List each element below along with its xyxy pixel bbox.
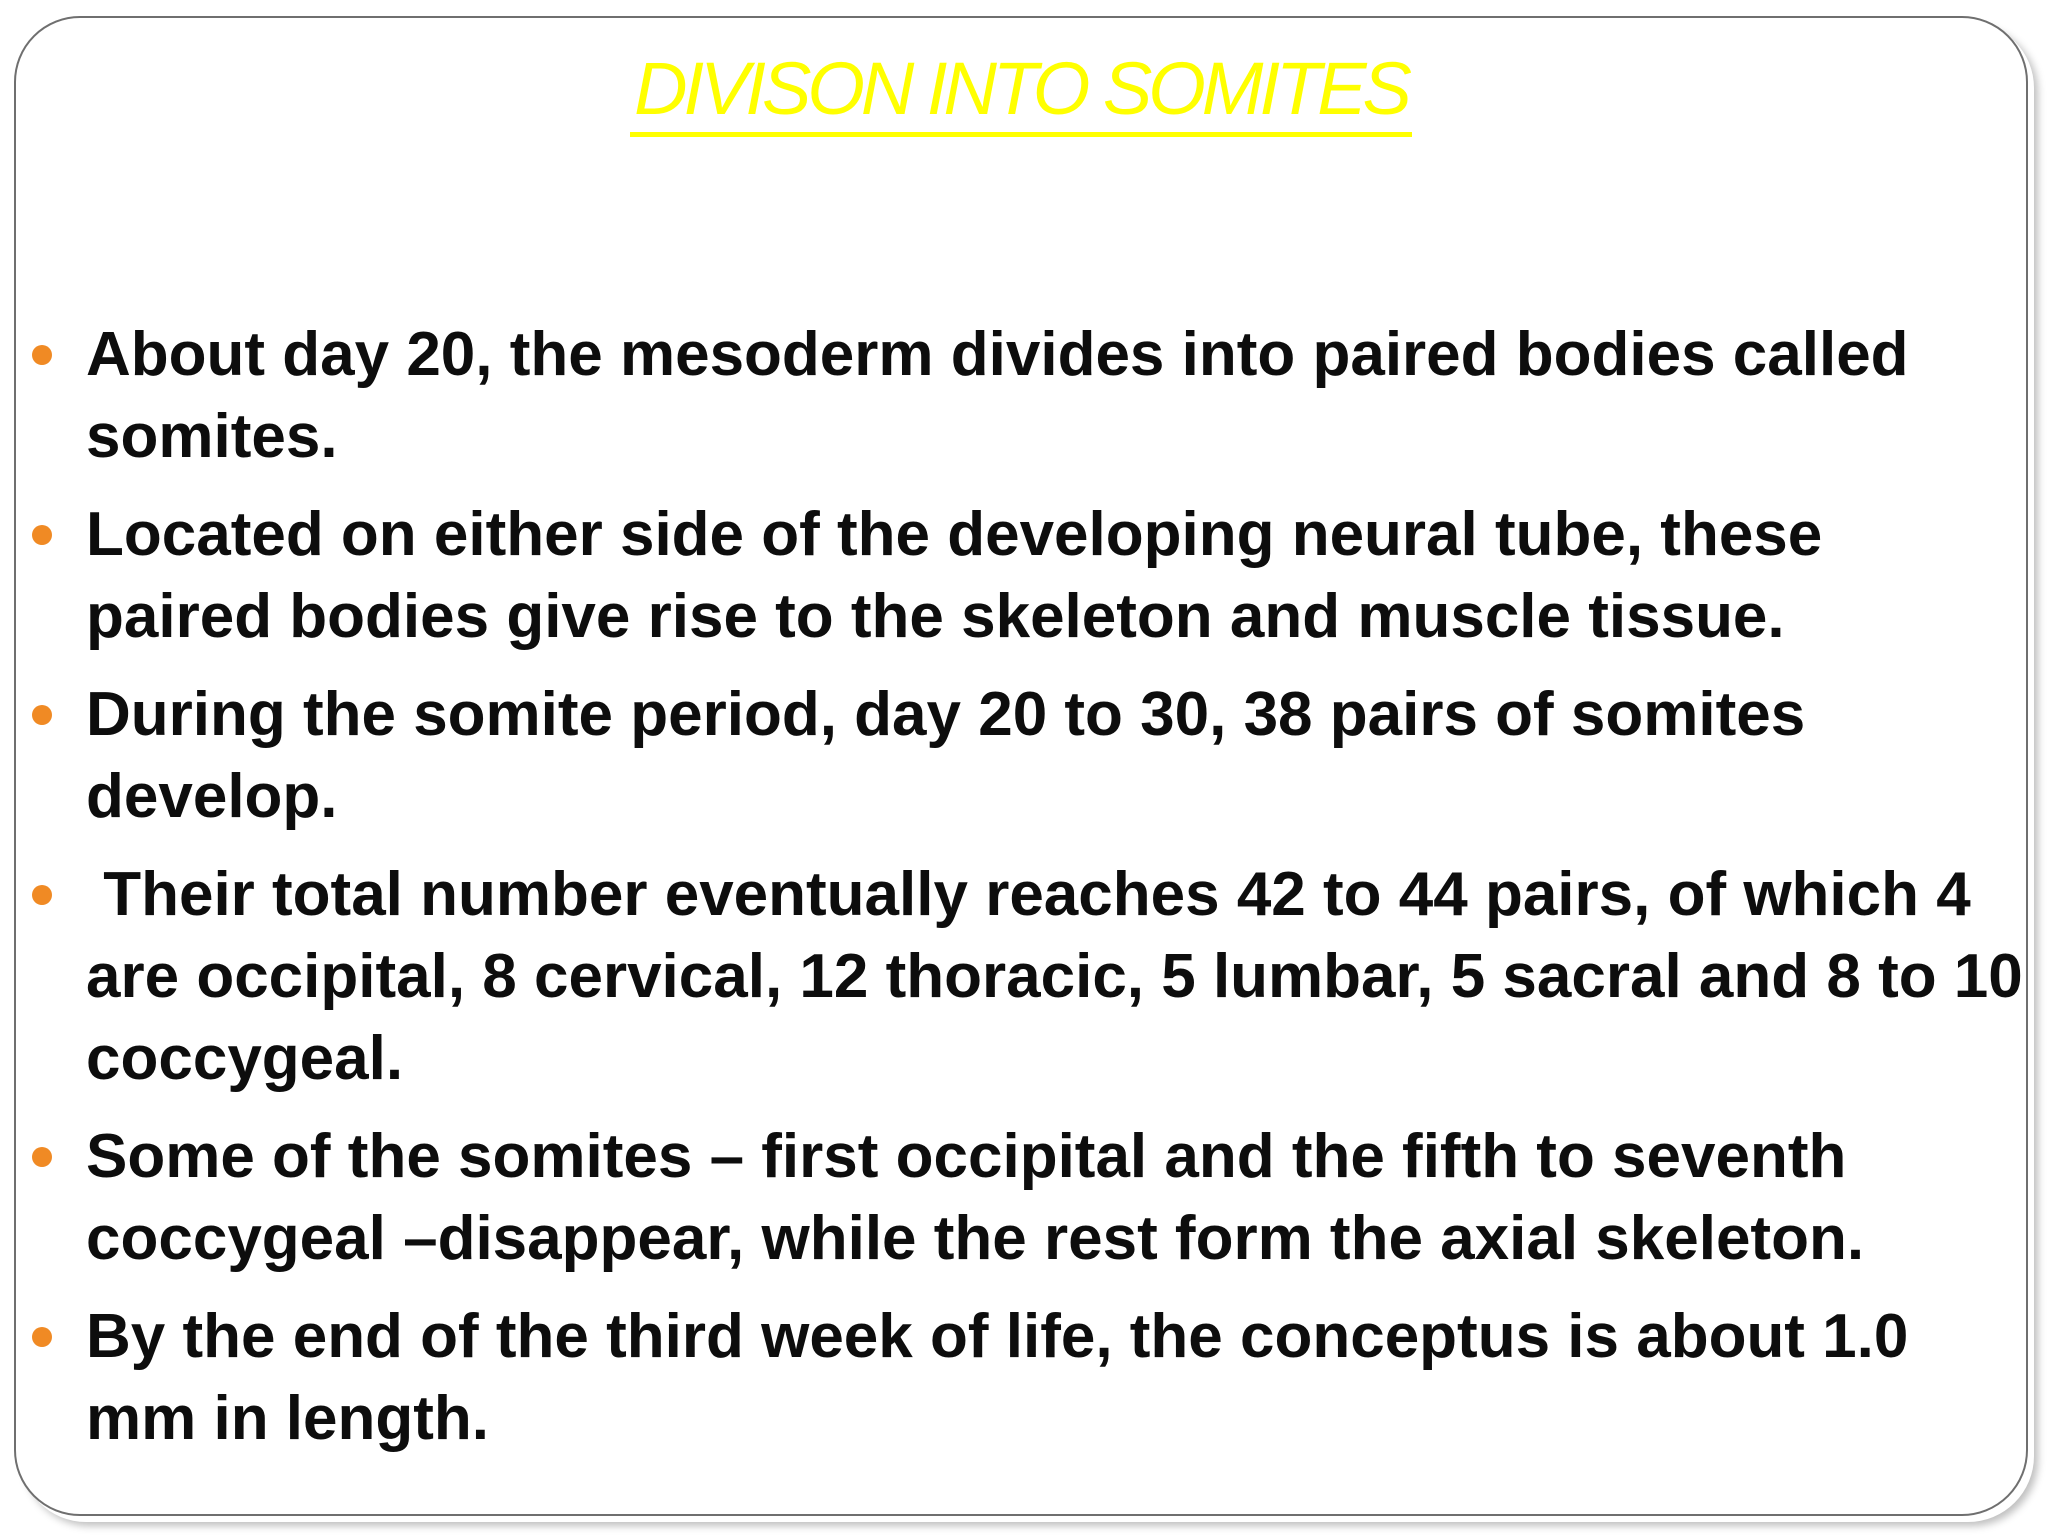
bullet-item (16, 1296, 2030, 1460)
bullet-text: About day 20, the mesoderm divides into paired bodies called somites. (86, 320, 1909, 471)
bullet-dot-icon (32, 705, 52, 725)
bullet-text: By the end of the third week of life, the conceptus is about 1.0 mm in length. (86, 1302, 1909, 1453)
bullet-item (16, 494, 2030, 658)
bullet-item (16, 854, 2041, 1100)
bullet-text: Some of the somites – first occipital and the fifth to seventh coccygeal –disappear, while the rest form the axial skeleton. (86, 1122, 1865, 1273)
bullet-dot-icon (32, 1147, 52, 1167)
bullet-dot-icon (32, 345, 52, 365)
bullet-dot-icon (32, 525, 52, 545)
slide-title (16, 46, 2026, 131)
bullet-text: Their total number eventually reaches 42 to 44 pairs, of which 4 are occipital, 8 cervical, 12 thoracic, 5 lumbar, 5 sacral and 8 to 10 coccygeal. (86, 860, 2041, 1093)
bullet-dot-icon (32, 1327, 52, 1347)
bullet-text: Located on either side of the developing neural tube, these paired bodies give rise to the skeleton and muscle tissue. (86, 500, 1823, 651)
slide (14, 16, 2041, 1516)
bullet-list (16, 314, 2041, 1476)
bullet-dot-icon (32, 885, 52, 905)
bullet-text: During the somite period, day 20 to 30, 38 pairs of somites develop. (86, 680, 1806, 831)
slide-title-text: DIVISON INTO SOMITES (630, 47, 1412, 137)
bullet-item (16, 1116, 2030, 1280)
bullet-item (16, 674, 2030, 838)
bullet-item (16, 314, 2030, 478)
